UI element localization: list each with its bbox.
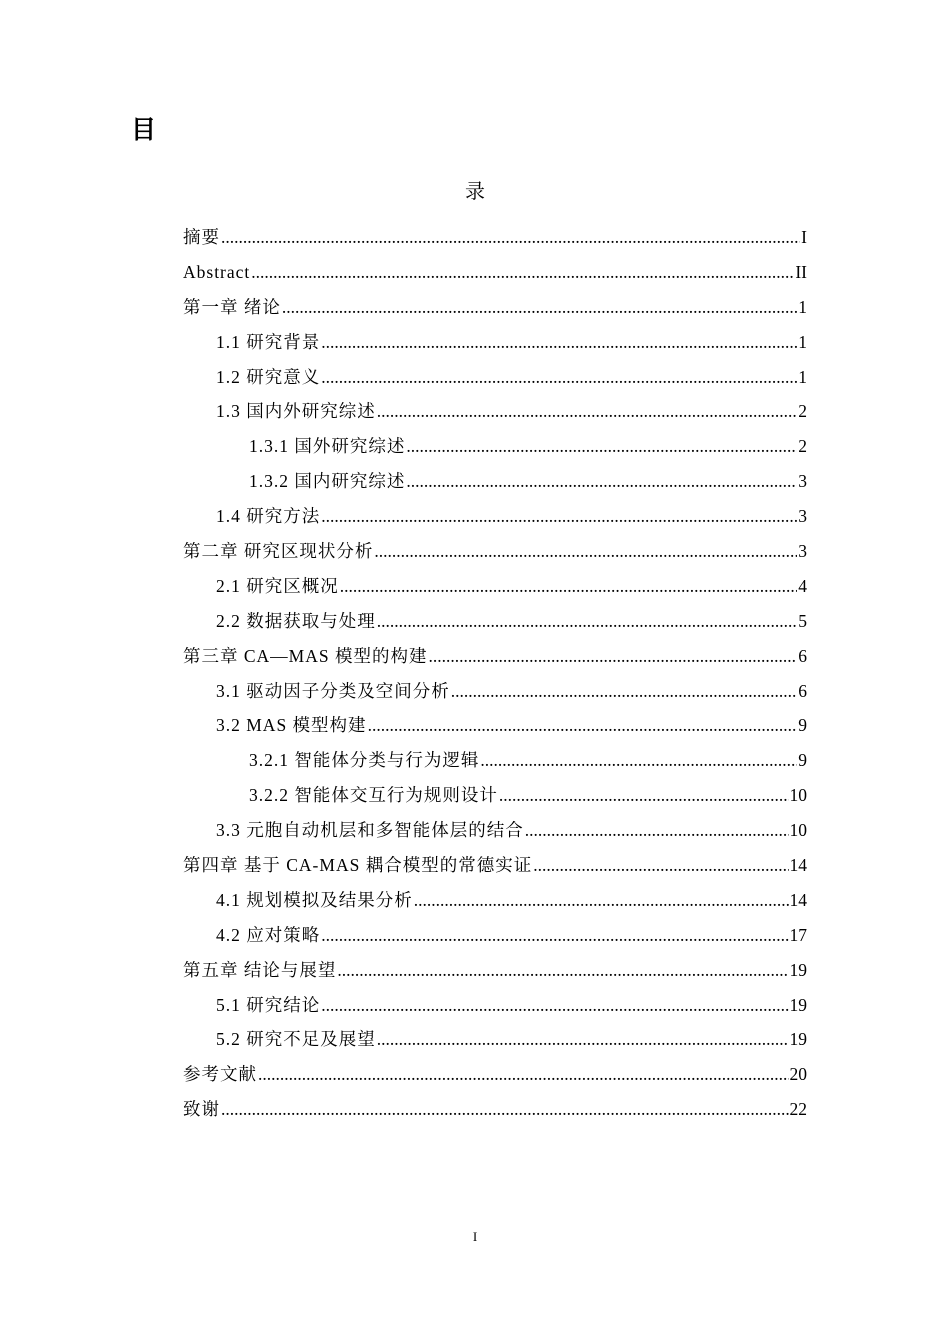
toc-entry-page: 19 [789,1029,807,1050]
toc-dot-leader [377,1022,789,1057]
toc-dot-leader [374,534,797,569]
toc-entry-page: 20 [789,1064,807,1085]
toc-entry-page: 9 [798,750,807,771]
toc-entry[interactable] [183,1057,807,1092]
toc-entry-title: 参考文献 [183,1064,257,1085]
toc-dot-leader [282,290,797,325]
toc-dot-leader [368,708,798,743]
toc-entry-page: 9 [798,715,807,736]
toc-dot-leader [525,813,789,848]
toc-dot-leader [251,255,794,290]
toc-entry[interactable] [183,569,807,604]
toc-entry[interactable] [183,499,807,534]
toc-entry[interactable] [183,429,807,464]
toc-entry-title: 致谢 [183,1099,220,1120]
toc-entry[interactable] [183,813,807,848]
toc-entry[interactable] [183,1092,807,1127]
toc-entry-page: 10 [789,820,807,841]
toc-entry-title: Abstract [183,261,251,282]
toc-dot-leader [321,918,788,953]
toc-entry-title: 第五章 结论与展望 [183,959,337,980]
toc-entry-page: 3 [798,471,807,492]
toc-dot-leader [499,778,789,813]
toc-entry[interactable] [183,778,807,813]
toc-entry[interactable] [183,918,807,953]
toc-dot-leader [321,499,797,534]
toc-dot-leader [321,988,788,1023]
toc-entry[interactable] [183,883,807,918]
toc-entry-title: 2.1 研究区概况 [216,575,339,596]
toc-entry-page: 2 [798,401,807,422]
toc-heading-part1: 目 [131,115,157,144]
toc-entry[interactable] [183,953,807,988]
toc-heading-part2: 录 [465,181,485,203]
toc-entry-title: 第一章 绪论 [183,296,281,317]
toc-dot-leader [221,1092,789,1127]
toc-entry[interactable] [183,255,807,290]
toc-entry-page: 3 [798,541,807,562]
toc-entry-page: II [795,261,807,282]
toc-dot-leader [258,1057,789,1092]
toc-entry-page: 6 [798,680,807,701]
toc-entry-page: 19 [789,959,807,980]
toc-dot-leader [429,639,798,674]
toc-dot-leader [406,464,797,499]
toc-entry[interactable] [183,220,807,255]
toc-entry-page: 19 [789,994,807,1015]
toc-dot-leader [340,569,798,604]
toc-entry-page: 1 [798,366,807,387]
toc-dot-leader [377,394,798,429]
toc-entry[interactable] [183,464,807,499]
toc-entry-title: 1.4 研究方法 [216,506,321,527]
toc-entry-page: 5 [798,610,807,631]
toc-entry[interactable] [183,674,807,709]
toc-entry[interactable] [183,394,807,429]
toc-entry-title: 3.2.1 智能体分类与行为逻辑 [249,750,480,771]
toc-entry-page: 17 [789,924,807,945]
toc-entry-page: 4 [798,575,807,596]
toc-entry[interactable] [183,639,807,674]
toc-entry-title: 3.1 驱动因子分类及空间分析 [216,680,450,701]
toc-entry[interactable] [183,604,807,639]
toc-dot-leader [533,848,788,883]
toc-entry-title: 4.2 应对策略 [216,924,321,945]
toc-dot-leader [414,883,789,918]
toc-entry-title: 3.2 MAS 模型构建 [216,715,367,736]
toc-dot-leader [377,604,798,639]
toc-entry-title: 第二章 研究区现状分析 [183,541,374,562]
toc-entry-title: 摘要 [183,227,220,247]
toc-entry[interactable] [183,1022,807,1057]
toc-entry-page: 2 [798,436,807,457]
toc-entry[interactable] [183,743,807,778]
toc-entry-title: 3.3 元胞自动机层和多智能体层的结合 [216,820,524,841]
toc-entry-page: 3 [798,506,807,527]
toc-entry-title: 1.2 研究意义 [216,366,321,387]
toc-dot-leader [321,360,797,395]
toc-entry[interactable] [183,290,807,325]
toc-entry-page: 22 [789,1099,807,1120]
toc-entry[interactable] [183,325,807,360]
toc-entry-title: 1.1 研究背景 [216,331,321,352]
toc-entry-title: 1.3 国内外研究综述 [216,401,376,422]
toc-dot-leader [321,325,797,360]
toc-entry-title: 第四章 基于 CA-MAS 耦合模型的常德实证 [183,855,533,876]
toc-entry-title: 第三章 CA—MAS 模型的构建 [183,645,428,666]
toc-entry[interactable] [183,988,807,1023]
toc-dot-leader [221,220,800,255]
toc-entry-page: 14 [789,889,807,910]
toc-entry-page: 10 [789,785,807,806]
toc-entry-page: 6 [798,645,807,666]
table-of-contents [183,220,807,1127]
toc-entry[interactable] [183,360,807,395]
toc-entry-title: 1.3.1 国外研究综述 [249,436,406,457]
toc-entry-title: 4.1 规划模拟及结果分析 [216,889,413,910]
toc-entry-title: 5.2 研究不足及展望 [216,1029,376,1050]
toc-entry-page: I [801,227,807,247]
footer-page-number: I [472,1229,478,1244]
toc-entry[interactable] [183,708,807,743]
toc-entry-page: 1 [798,296,807,317]
toc-dot-leader [451,674,798,709]
toc-entry-title: 1.3.2 国内研究综述 [249,471,406,492]
toc-entry-title: 2.2 数据获取与处理 [216,610,376,631]
toc-dot-leader [337,953,788,988]
toc-dot-leader [406,429,797,464]
toc-entry-page: 14 [789,855,807,876]
toc-entry[interactable] [183,534,807,569]
toc-entry-title: 5.1 研究结论 [216,994,321,1015]
toc-entry-page: 1 [798,331,807,352]
toc-dot-leader [480,743,797,778]
toc-entry[interactable] [183,848,807,883]
toc-entry-title: 3.2.2 智能体交互行为规则设计 [249,785,498,806]
